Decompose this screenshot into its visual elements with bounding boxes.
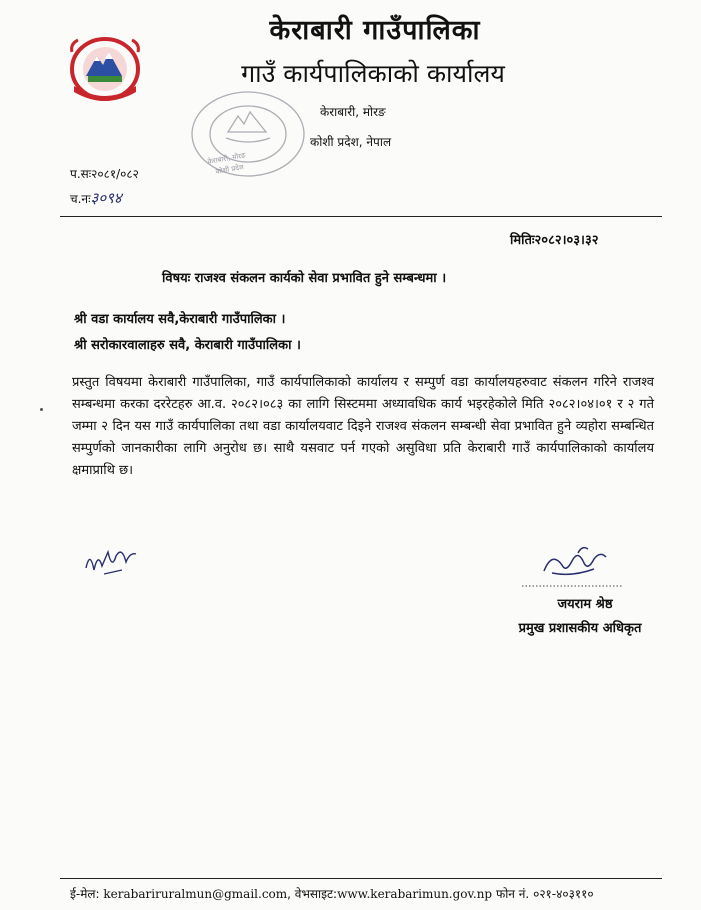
- footer-contact: ई-मेल: kerabariruralmun@gmail.com, वेभसाइट:www.kerabarimun.gov.np फोन नं. ०२१-४०३११०: [70, 887, 594, 901]
- svg-text:केराबारी, मोरङ: केराबारी, मोरङ: [206, 151, 247, 166]
- email-label: ई-मेल:: [70, 887, 100, 901]
- phone-number: ०२१-४०३११०: [533, 887, 594, 901]
- header-divider: [60, 216, 662, 217]
- website-label: वेभसाइट:: [294, 887, 338, 901]
- office-title: गाउँ कार्यपालिकाको कार्यालय: [241, 59, 505, 88]
- handwritten-initials: [82, 540, 140, 580]
- letter-subject: विषयः राजश्व संकलन कार्यको सेवा प्रभावित हुने सम्बन्धमा ।: [162, 271, 447, 286]
- letter-date: मितिः२०८२।०३।३२: [510, 233, 599, 248]
- nepal-government-emblem: [64, 32, 146, 106]
- recipient-line: श्री सरोकारवालाहरु सवै, केराबारी गाउँपालिका ।: [74, 338, 301, 353]
- signer-name: जयराम श्रेष्ठ: [557, 597, 613, 612]
- dispatch-number-value: ३०९४: [90, 189, 122, 207]
- address-line-2: कोशी प्रदेश, नेपाल: [310, 135, 392, 149]
- signer-designation: प्रमुख प्रशासकीय अधिकृत: [518, 621, 642, 636]
- letter-body: प्रस्तुत विषयमा केराबारी गाउँपालिका, गाउँ कार्यपालिकाको कार्यालय र सम्पुर्ण वडा कार्यालयहरुवाट संकलन गरिने राजश्व सम्बन्धमा करका दररेटहरु आ.व. २०८२।०८३ का लागि सिस्टममा अध्यावधिक कार्य भइरहेकोले मिति २०८२।०४।०१ र २ गते जम्मा २ दिन यस गाउँ कार्यपालिका तथा वडा कार्यालयवाट दिइने राजश्व संकलन सम्बन्धी सेवा प्रभावित हुने व्यहोरा सम्बन्धित सम्पुर्णको जानकारीका लागि अनुरोध छ। साथै यसवाट पर्न गएको असुविधा प्रति केराबारी गाउँ कार्यपालिकाको कार्यालय क्षमाप्राथि छ।: [72, 375, 654, 478]
- address-line-1: केराबारी, मोरङ: [320, 105, 386, 119]
- stray-mark: [40, 408, 43, 411]
- email-link[interactable]: kerabariruralmun@gmail.com: [103, 887, 288, 901]
- officer-signature: [522, 543, 622, 588]
- phone-label: फोन नं.: [495, 887, 530, 901]
- office-stamp: [186, 86, 310, 182]
- dispatch-number-label: च.नः: [70, 192, 91, 206]
- svg-text:कोशी प्रदेश: कोशी प्रदेश: [214, 163, 245, 176]
- website-link[interactable]: www.kerabarimun.gov.np: [337, 887, 493, 901]
- dispatch-number: [70, 188, 122, 208]
- municipality-title: केराबारी गाउँपालिका: [269, 15, 481, 46]
- recipient-line: श्री वडा कार्यालय सवै,केराबारी गाउँपालिका ।: [74, 312, 286, 327]
- footer-divider: [60, 878, 662, 879]
- letter-number: प.सः२०८१/०८२: [70, 167, 139, 181]
